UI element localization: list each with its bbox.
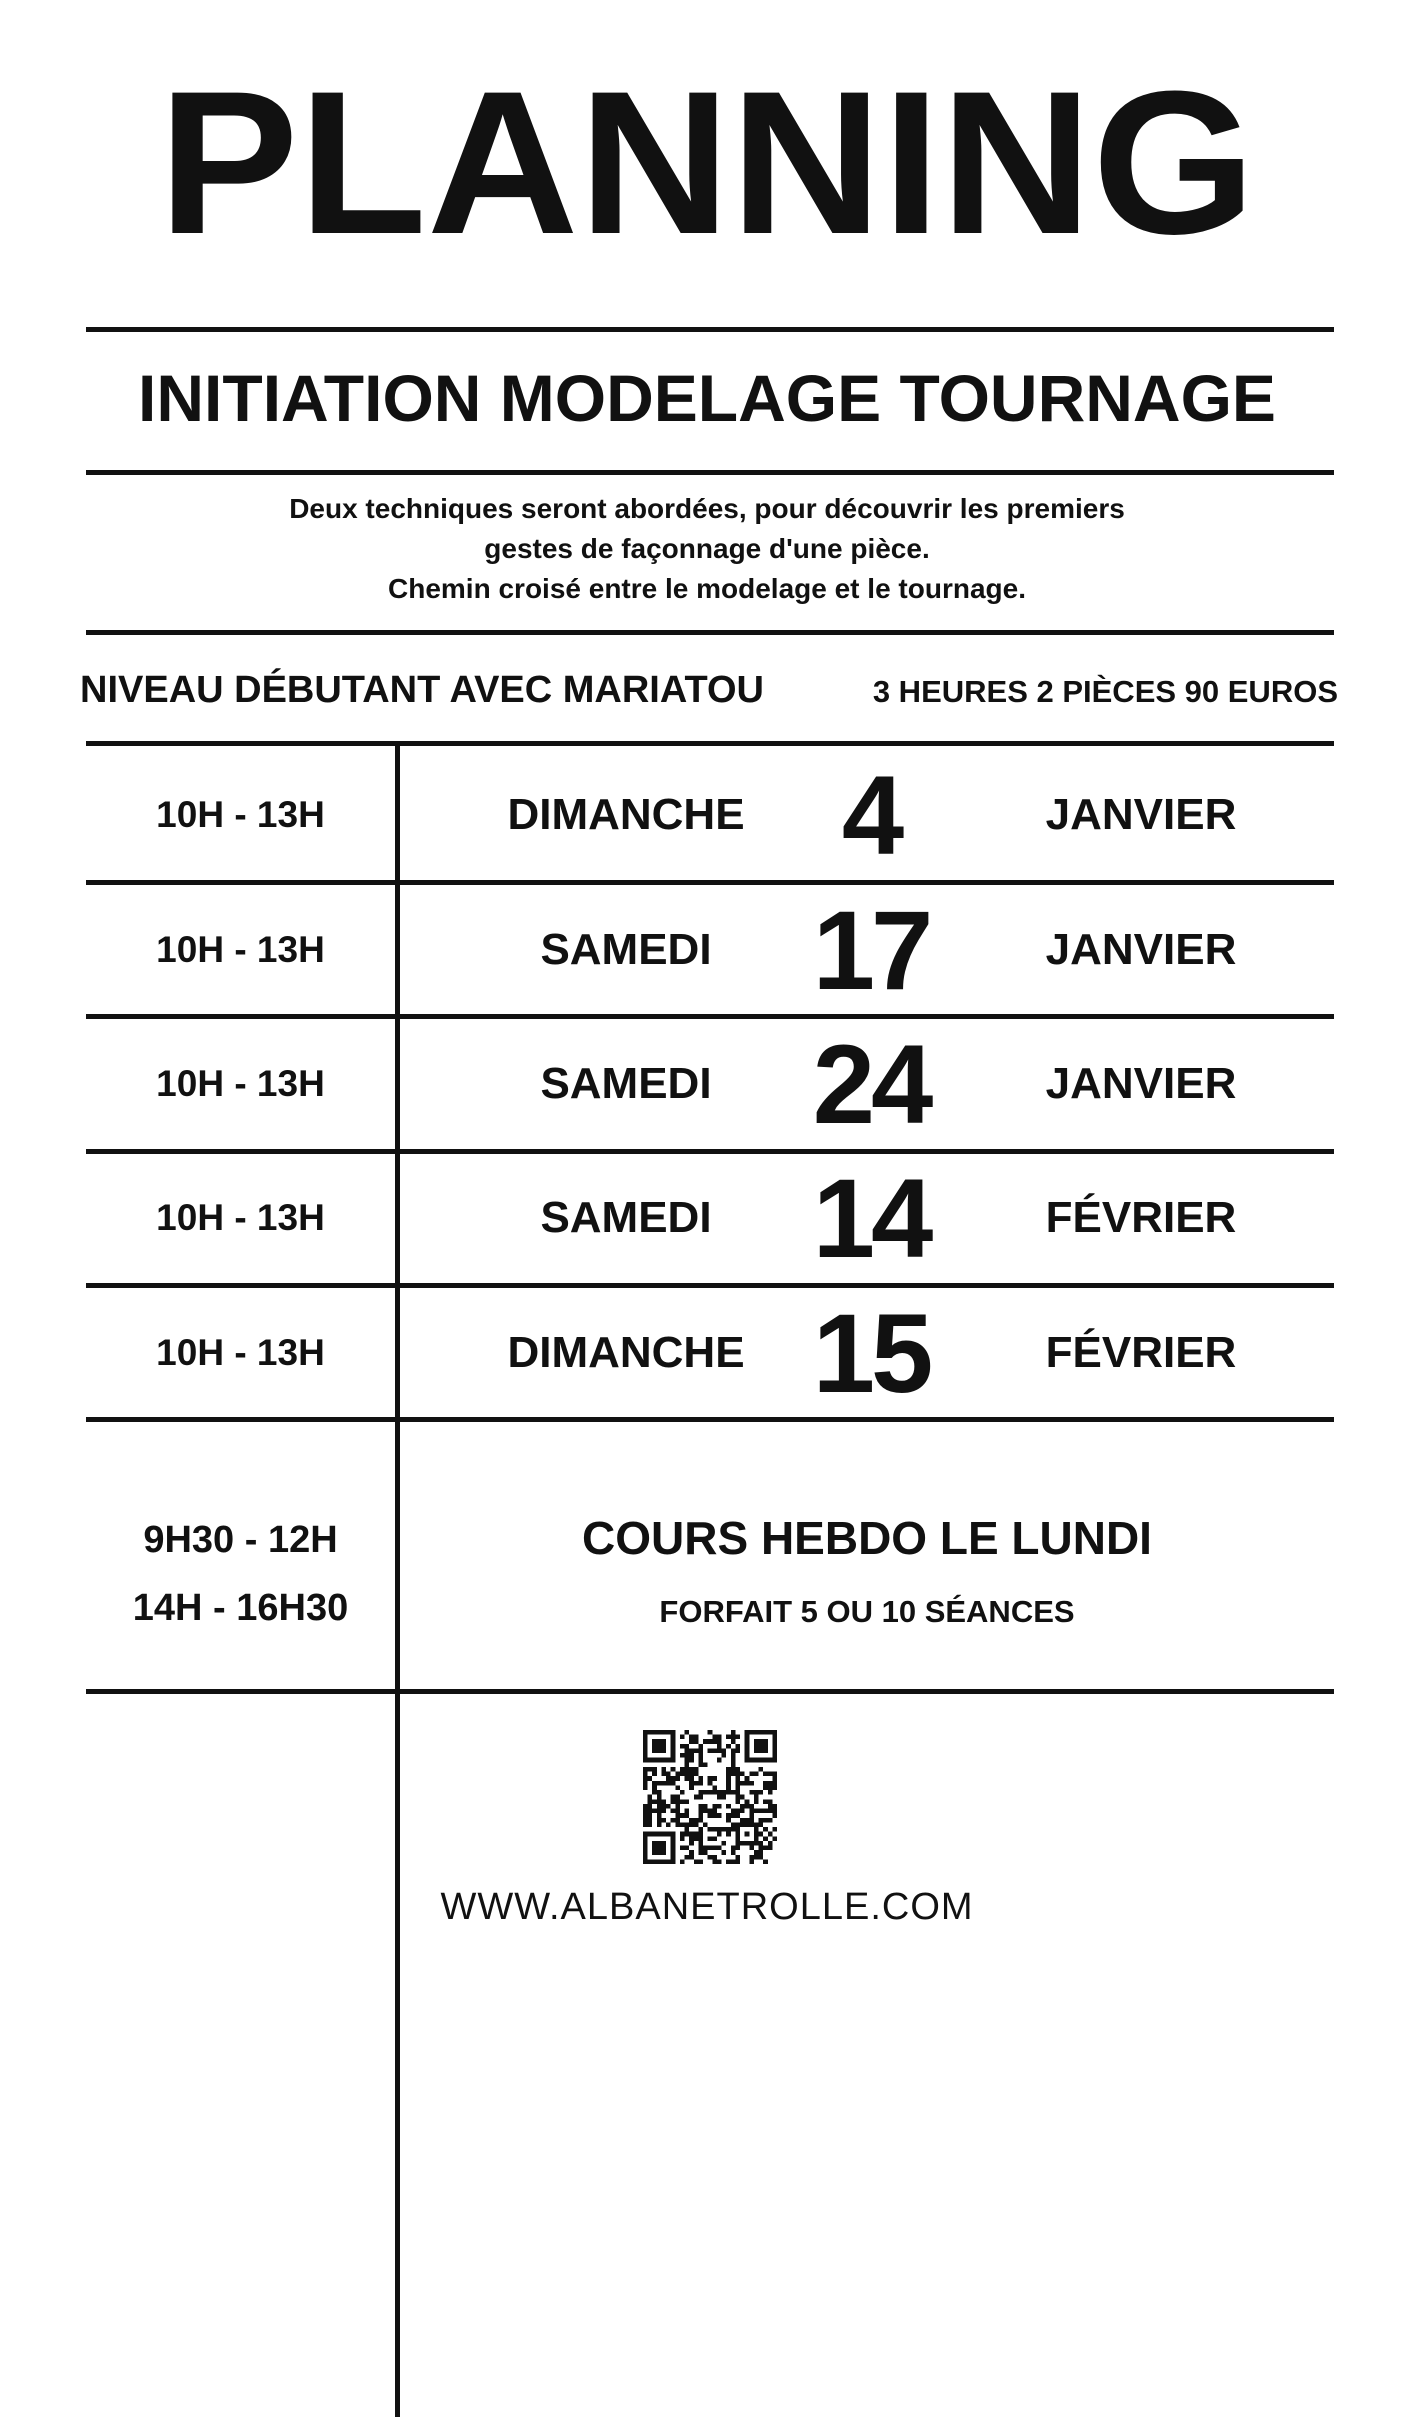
- session-row: [86, 1288, 1334, 1418]
- divider: [86, 327, 1334, 332]
- divider: [86, 630, 1334, 635]
- session-date: 17: [812, 887, 930, 1013]
- session-month: JANVIER: [1045, 925, 1237, 974]
- weekly-time-afternoon: 14H - 16H30: [132, 1587, 349, 1629]
- website-link[interactable]: WWW.ALBANETROLLE.COM: [440, 1886, 974, 1928]
- session-month: JANVIER: [1045, 790, 1237, 839]
- table-bottom-border: [86, 1689, 1334, 1694]
- session-day: SAMEDI: [540, 925, 712, 974]
- session-day: SAMEDI: [540, 1059, 712, 1108]
- session-time: 10H - 13H: [156, 1063, 325, 1104]
- price-label: 3 HEURES 2 PIÈCES 90 EUROS: [872, 674, 1338, 709]
- session-time: 10H - 13H: [156, 929, 325, 970]
- session-row: [86, 885, 1334, 1015]
- session-day: DIMANCHE: [507, 790, 745, 839]
- session-time: 10H - 13H: [156, 1332, 325, 1373]
- course-subtitle: INITIATION MODELAGE TOURNAGE: [138, 361, 1276, 435]
- session-month: FÉVRIER: [1045, 1328, 1237, 1377]
- qr-code-icon[interactable]: [643, 1730, 777, 1864]
- session-row: [86, 1153, 1334, 1283]
- weekly-course-subtitle: FORFAIT 5 OU 10 SÉANCES: [659, 1594, 1075, 1629]
- session-day: SAMEDI: [540, 1193, 712, 1242]
- weekly-time-morning: 9H30 - 12H: [143, 1519, 338, 1561]
- page-title: PLANNING: [158, 49, 1256, 277]
- weekly-times: [86, 1506, 395, 1642]
- description-line: gestes de façonnage d'une pièce.: [484, 533, 930, 564]
- session-day: DIMANCHE: [507, 1328, 745, 1377]
- row-divider: [86, 1417, 1334, 1422]
- table-top-border: [86, 741, 1334, 746]
- description-line: Deux techniques seront abordées, pour découvrir les premiers: [289, 493, 1125, 524]
- session-date: 15: [812, 1290, 930, 1416]
- session-date: 24: [812, 1021, 930, 1147]
- session-time: 10H - 13H: [156, 794, 325, 835]
- session-row: [86, 750, 1334, 880]
- session-month: JANVIER: [1045, 1059, 1237, 1108]
- session-month: FÉVRIER: [1045, 1193, 1237, 1242]
- weekly-course-title: COURS HEBDO LE LUNDI: [582, 1512, 1152, 1564]
- description-line: Chemin croisé entre le modelage et le tournage.: [388, 573, 1026, 604]
- session-time: 10H - 13H: [156, 1197, 325, 1238]
- session-date: 14: [812, 1155, 930, 1281]
- divider: [86, 470, 1334, 475]
- session-row: [86, 1019, 1334, 1149]
- session-date: 4: [841, 752, 901, 878]
- qr-code-graphic: [643, 1730, 777, 1864]
- level-label: NIVEAU DÉBUTANT AVEC MARIATOU: [80, 669, 764, 711]
